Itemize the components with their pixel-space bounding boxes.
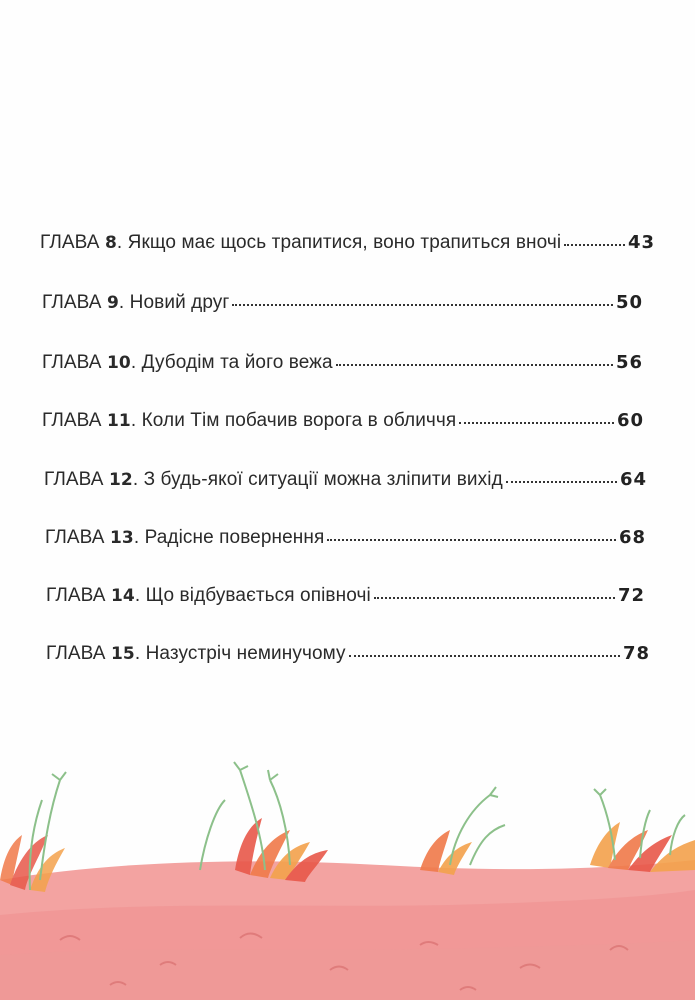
dot-leader <box>564 244 625 246</box>
toc-entry[interactable]: ГЛАВА 10. Дубодім та його вежа 56 <box>42 352 643 373</box>
page-number: 56 <box>615 352 643 373</box>
toc-entry[interactable]: ГЛАВА 12. З будь-якої ситуації можна зліпити вихід 64 <box>44 469 647 490</box>
chapter-number: 11 <box>106 411 131 431</box>
chapter-label: ГЛАВА <box>46 585 106 606</box>
toc-entry[interactable]: ГЛАВА 15. Назустріч неминучому 78 <box>46 643 650 664</box>
page-number: 60 <box>616 410 644 431</box>
page-number: 78 <box>622 643 650 664</box>
toc-entry[interactable]: ГЛАВА 14. Що відбувається опівночі 72 <box>46 585 645 606</box>
dot-leader <box>374 597 615 599</box>
dot-leader <box>506 481 617 483</box>
chapter-label: ГЛАВА <box>42 410 102 431</box>
chapter-label: ГЛАВА <box>45 527 105 548</box>
chapter-label: ГЛАВА <box>42 352 102 373</box>
toc-entry[interactable]: ГЛАВА 8. Якщо має щось трапитися, воно трапиться вночі 43 <box>40 232 655 253</box>
chapter-number: 12 <box>108 470 133 490</box>
chapter-label: ГЛАВА <box>46 643 106 664</box>
page-number: 72 <box>617 585 645 606</box>
meadow-illustration <box>0 740 695 1000</box>
dot-leader <box>336 364 613 366</box>
page-number: 64 <box>619 469 647 490</box>
page-number: 50 <box>615 292 643 313</box>
chapter-label: ГЛАВА <box>42 292 102 313</box>
grass-tuft-right-middle <box>420 830 472 875</box>
dot-leader <box>232 304 613 306</box>
dot-leader <box>459 422 614 424</box>
chapter-number: 9 <box>106 293 119 313</box>
chapter-label: ГЛАВА <box>44 469 104 490</box>
toc-entry[interactable]: ГЛАВА 13. Радісне повернення 68 <box>45 527 646 548</box>
page-number: 68 <box>618 527 646 548</box>
chapter-number: 8 <box>104 233 117 253</box>
page-number: 43 <box>627 232 655 253</box>
chapter-title: Радісне повернення <box>144 527 325 548</box>
dot-leader <box>349 655 620 657</box>
chapter-number: 13 <box>109 528 134 548</box>
chapter-title: З будь-якої ситуації можна зліпити вихід <box>143 469 503 490</box>
toc-entry[interactable]: ГЛАВА 9. Новий друг 50 <box>42 292 643 313</box>
chapter-number: 14 <box>110 586 135 606</box>
dot-leader <box>327 539 616 541</box>
chapter-title: Новий друг <box>129 292 230 313</box>
chapter-number: 15 <box>110 644 135 664</box>
chapter-title: Коли Тім побачив ворога в обличчя <box>141 410 457 431</box>
grass-tuft-right <box>590 822 695 872</box>
toc-entry[interactable]: ГЛАВА 11. Коли Тім побачив ворога в обличчя 60 <box>42 410 644 431</box>
chapter-title: Що відбувається опівночі <box>145 585 371 606</box>
chapter-title: Якщо має щось трапитися, воно трапиться вночі <box>127 232 562 253</box>
chapter-number: 10 <box>106 353 131 373</box>
chapter-title: Назустріч неминучому <box>145 643 346 664</box>
chapter-label: ГЛАВА <box>40 232 100 253</box>
chapter-title: Дубодім та його вежа <box>141 352 333 373</box>
